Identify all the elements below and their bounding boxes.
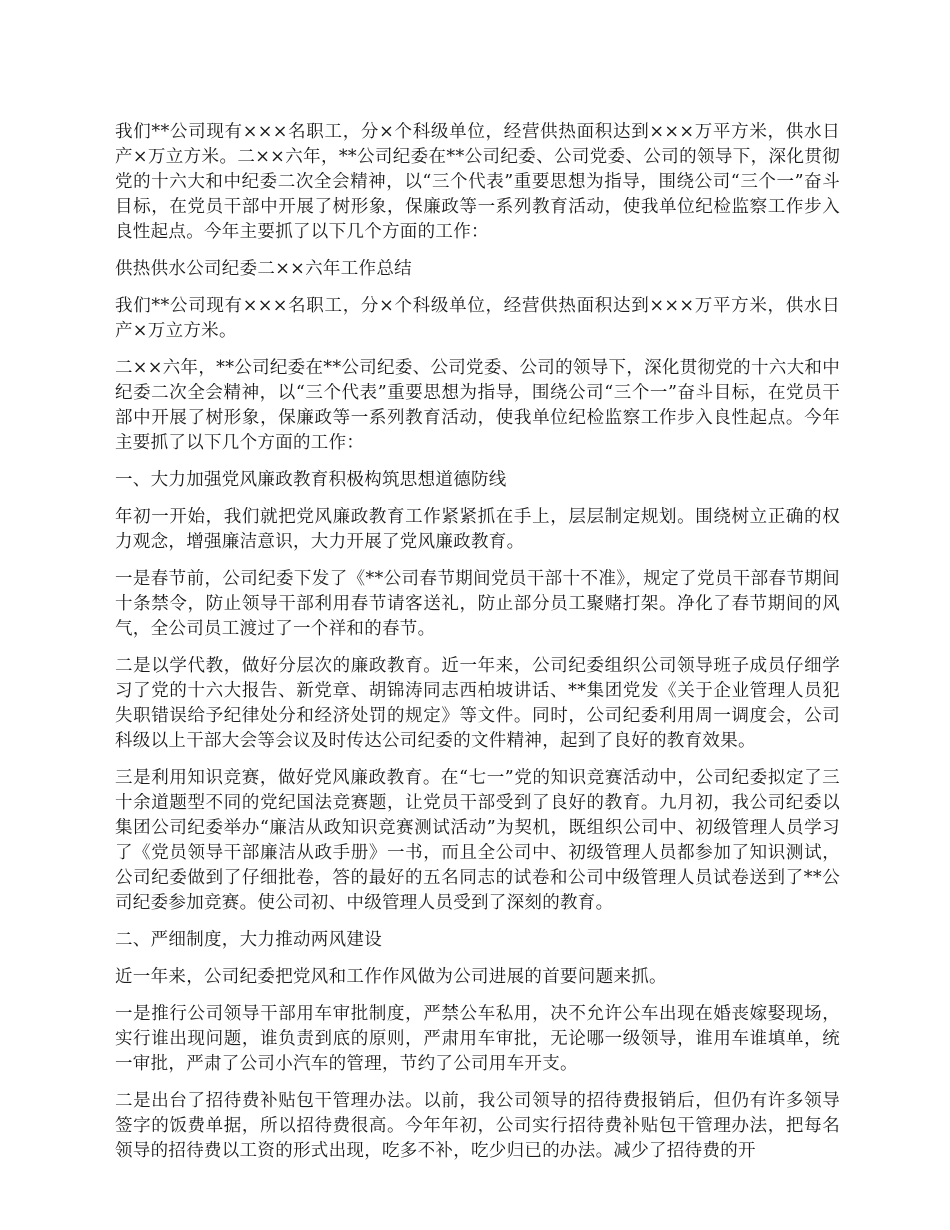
body-paragraph: 二××六年，**公司纪委在**公司纪委、公司党委、公司的领导下，深化贯彻党的十六大和中纪委二次全会精神，以“三个代表”重要思想为指导，围绕公司“三个一”奋斗目标，在党员干部中开展了树形象，保廉政等一系列教育活动，使我单位纪检监察工作步入良性起点。今年主要抓了以下几个方面的工作： — [115, 358, 840, 453]
body-paragraph: 一是春节前，公司纪委下发了《**公司春节期间党员干部十不准》，规定了党员干部春节期间十条禁令，防止领导干部利用春节请客送礼，防止部分员工聚赌打架。净化了春节期间的风气，全公司员工渡过了一个祥和的春节。 — [115, 569, 840, 639]
body-paragraph: 我们**公司现有×××名职工，分×个科级单位，经营供热面积达到×××万平方米，供水日产×万立方米。 — [115, 296, 840, 341]
section-heading-1: 一、大力加强党风廉政教育积极构筑思想道德防线 — [115, 470, 507, 490]
body-paragraph: 二是以学代教，做好分层次的廉政教育。近一年来，公司纪委组织公司领导班子成员仔细学习了党的十六大报告、新党章、胡锦涛同志西柏坡讲话、**集团党发《关于企业管理人员犯失职错误给予纪律处分和经济处罚的规定》等文件。同时，公司纪委利用周一调度会，公司科级以上干部大会等会议及时传达公司纪委的文件精神，起到了良好的教育效果。 — [115, 656, 840, 751]
intro-paragraph: 我们**公司现有×××名职工，分×个科级单位，经营供热面积达到×××万平方米，供水日产×万立方米。二××六年，**公司纪委在**公司纪委、公司党委、公司的领导下，深化贯彻党的十六大和中纪委二次全会精神，以“三个代表”重要思想为指导，围绕公司“三个一”奋斗目标，在党员干部中开展了树形象，保廉政等一系列教育活动，使我单位纪检监察工作步入良性起点。今年主要抓了以下几个方面的工作： — [115, 122, 840, 242]
body-paragraph: 近一年来，公司纪委把党风和工作作风做为公司进展的首要问题来抓。 — [115, 967, 667, 987]
body-paragraph: 一是推行公司领导干部用车审批制度，严禁公车私用，决不允许公车出现在婚丧嫁娶现场，实行谁出现问题，谁负责到底的原则，严肃用车审批，无论哪一级领导，谁用车谁填单，统一审批，严肃了公司小汽车的管理，节约了公司用车开支。 — [115, 1004, 840, 1074]
body-paragraph: 三是利用知识竞赛，做好党风廉政教育。在“七一”党的知识竞赛活动中，公司纪委拟定了三十余道题型不同的党纪国法竞赛题，让党员干部受到了良好的教育。九月初，我公司纪委以集团公司纪委举办“廉洁从政知识竞赛测试活动”为契机，既组织公司中、初级管理人员学习了《党员领导干部廉洁从政手册》一书，而且全公司中、初级管理人员都参加了知识测试，公司纪委做到了仔细批卷，答的最好的五名同志的试卷和公司中级管理人员试卷送到了**公司纪委参加竞赛。使公司初、中级管理人员受到了深刻的教育。 — [115, 768, 840, 913]
section-heading-2: 二、严细制度，大力推动两风建设 — [115, 930, 382, 950]
document-page — [115, 120, 840, 1176]
body-paragraph: 年初一开始，我们就把党风廉政教育工作紧紧抓在手上，层层制定规划。围绕树立正确的权力观念，增强廉洁意识，大力开展了党风廉政教育。 — [115, 507, 840, 552]
document-title: 供热供水公司纪委二××六年工作总结 — [115, 259, 412, 279]
body-paragraph: 二是出台了招待费补贴包干管理办法。以前，我公司领导的招待费报销后，但仍有许多领导签字的饭费单据，所以招待费很高。今年年初，公司实行招待费补贴包干管理办法，把每名领导的招待费以工资的形式出现，吃多不补，吃少归已的办法。减少了招待费的开 — [115, 1091, 840, 1161]
